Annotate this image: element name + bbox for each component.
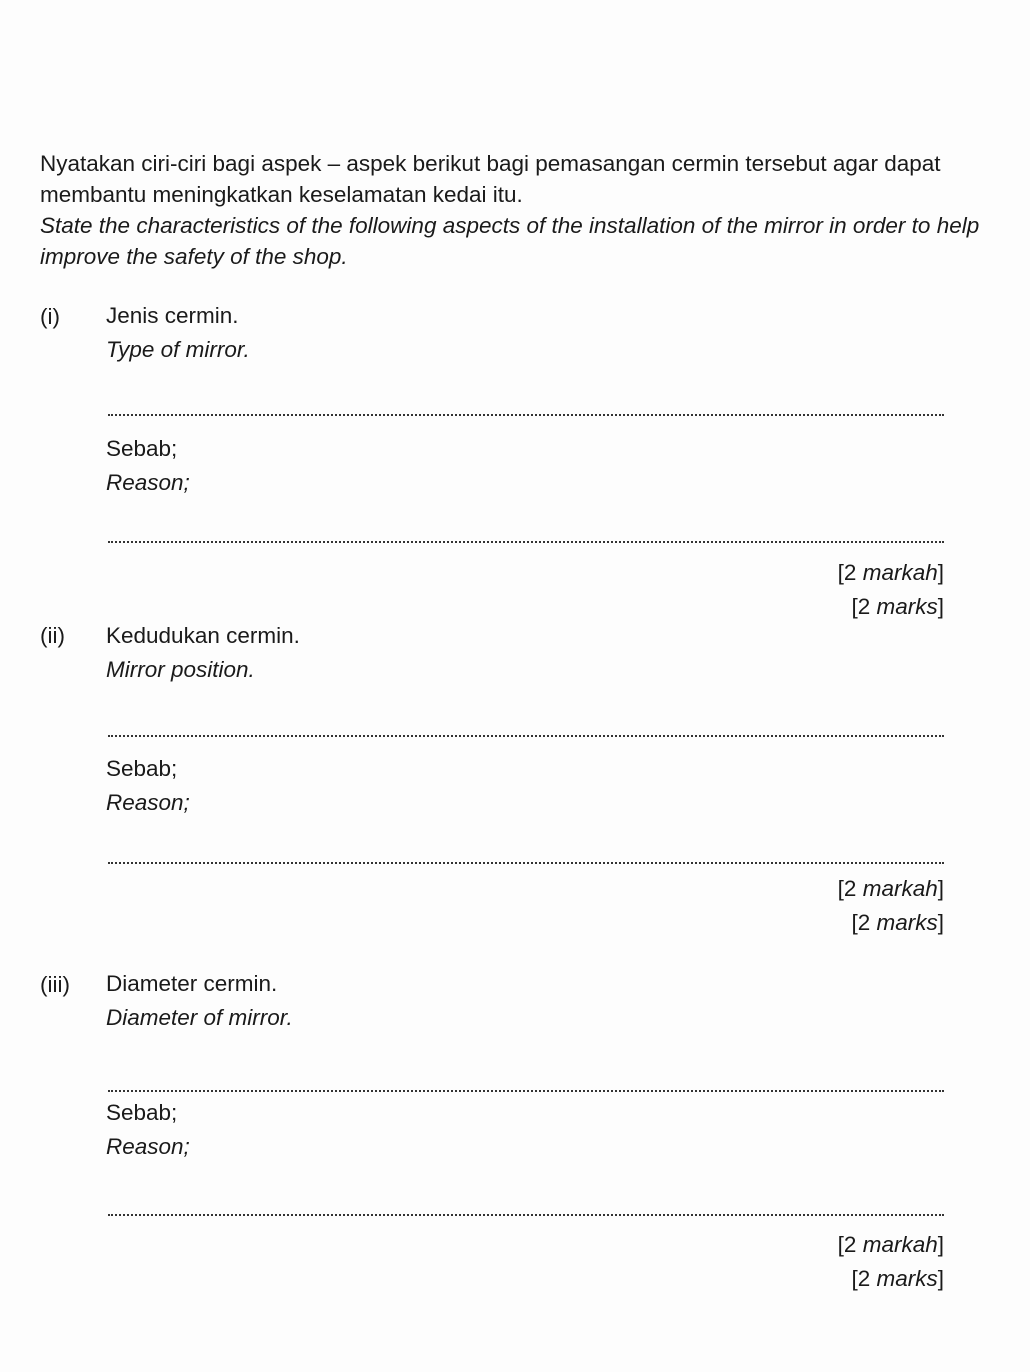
answer-line-reason-ii[interactable]: [108, 862, 944, 864]
reason-malay-ii: Sebab;: [106, 756, 178, 781]
question-malay-iii: Diameter cermin.: [106, 971, 278, 996]
marks-i: [838, 556, 944, 624]
reason-english-i: Reason;: [106, 470, 190, 495]
question-english-i: Type of mirror.: [106, 337, 250, 362]
reason-malay-iii: Sebab;: [106, 1100, 178, 1125]
marks-english-iii: [2 marks]: [851, 1266, 944, 1291]
reason-label-i: [106, 432, 190, 500]
marks-malay-iii: [2 markah]: [837, 1232, 944, 1257]
reason-english-iii: Reason;: [106, 1134, 190, 1159]
reason-english-ii: Reason;: [106, 790, 190, 815]
reason-label-iii: [106, 1096, 190, 1164]
question-english-iii: Diameter of mirror.: [106, 1005, 293, 1030]
marks-malay-ii: [2 markah]: [837, 876, 944, 901]
question-intro: [40, 148, 980, 272]
reason-malay-i: Sebab;: [106, 436, 178, 461]
question-number-i: (i): [40, 304, 60, 329]
question-malay-ii: Kedudukan cermin.: [106, 623, 300, 648]
answer-line-reason-i[interactable]: [108, 541, 944, 543]
answer-line-diameter-iii[interactable]: [108, 1090, 944, 1092]
answer-line-reason-iii[interactable]: [108, 1214, 944, 1216]
intro-english: State the characteristics of the following aspects of the installation of the mirror in order to help improve the safety of the shop.: [40, 213, 980, 269]
question-text-ii: [106, 619, 300, 687]
answer-line-type-i[interactable]: [108, 414, 944, 416]
question-malay-i: Jenis cermin.: [106, 303, 239, 328]
question-text-i: [106, 299, 250, 367]
question-english-ii: Mirror position.: [106, 657, 255, 682]
question-number-iii: (iii): [40, 972, 70, 997]
marks-english-i: [2 marks]: [851, 594, 944, 619]
question-text-iii: [106, 967, 293, 1035]
marks-english-ii: [2 marks]: [851, 910, 944, 935]
marks-ii: [838, 872, 944, 940]
marks-iii: [838, 1228, 944, 1296]
marks-malay-i: [2 markah]: [837, 560, 944, 585]
reason-label-ii: [106, 752, 190, 820]
answer-line-position-ii[interactable]: [108, 735, 944, 737]
question-number-ii: (ii): [40, 623, 65, 648]
intro-malay: Nyatakan ciri-ciri bagi aspek – aspek berikut bagi pemasangan cermin tersebut agar dapat membantu meningkatkan keselamatan kedai itu.: [40, 151, 941, 207]
